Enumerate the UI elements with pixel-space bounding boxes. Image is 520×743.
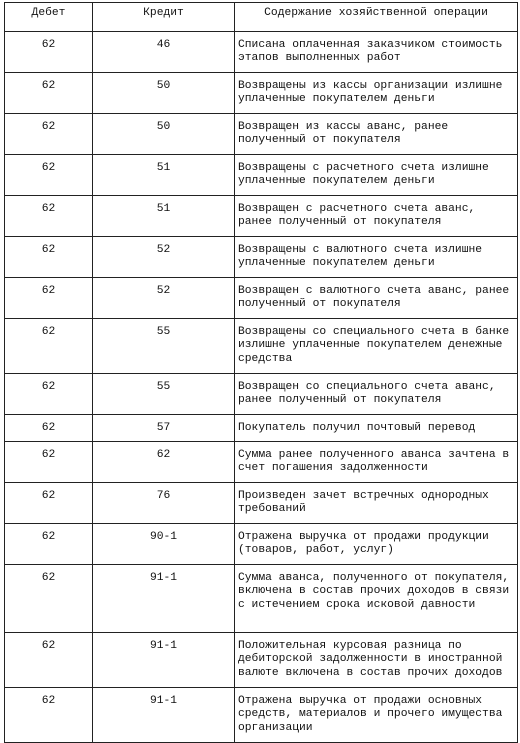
description-cell: Возвращены из кассы организации излишне уплаченные покупателем деньги [235,73,518,114]
debit-cell: 62 [5,633,93,688]
debit-cell: 62 [5,114,93,155]
debit-cell: 62 [5,565,93,633]
debit-cell: 62 [5,237,93,278]
description-cell: Отражена выручка от продажи основных средств, материалов и прочего имущества организации [235,688,518,743]
description-cell: Возвращены с расчетного счета излишне уплаченные покупателем деньги [235,155,518,196]
credit-cell: 57 [93,415,235,442]
debit-cell: 62 [5,196,93,237]
debit-cell: 62 [5,73,93,114]
table-row [5,237,518,278]
credit-cell: 46 [93,32,235,73]
description-cell: Возвращен с расчетного счета аванс, ранее полученный от покупателя [235,196,518,237]
debit-cell: 62 [5,32,93,73]
credit-cell: 52 [93,237,235,278]
table-row [5,374,518,415]
table-row [5,633,518,688]
description-cell: Сумма ранее полученного аванса зачтена в счет погашения задолженности [235,442,518,483]
credit-cell: 91-1 [93,633,235,688]
debit-cell: 62 [5,278,93,319]
table-row [5,319,518,374]
credit-cell: 90-1 [93,524,235,565]
description-cell: Возвращен из кассы аванс, ранее полученный от покупателя [235,114,518,155]
debit-cell: 62 [5,688,93,743]
debit-cell: 62 [5,415,93,442]
credit-cell: 51 [93,155,235,196]
table-row [5,114,518,155]
table-row [5,415,518,442]
description-cell: Возвращены со специального счета в банке излишне уплаченные покупателем денежные средства [235,319,518,374]
credit-cell: 51 [93,196,235,237]
header-debit: Дебет [5,3,93,32]
debit-cell: 62 [5,319,93,374]
header-description: Содержание хозяйственной операции [235,3,518,32]
table-row [5,688,518,743]
credit-cell: 50 [93,114,235,155]
description-cell: Возвращены с валютного счета излишне уплаченные покупателем деньги [235,237,518,278]
table-row [5,442,518,483]
credit-cell: 91-1 [93,688,235,743]
description-cell: Списана оплаченная заказчиком стоимость этапов выполненных работ [235,32,518,73]
credit-cell: 62 [93,442,235,483]
description-cell: Произведен зачет встречных однородных требований [235,483,518,524]
table-row [5,196,518,237]
debit-cell: 62 [5,374,93,415]
debit-cell: 62 [5,483,93,524]
table-header-row [5,3,518,32]
description-cell: Положительная курсовая разница по дебиторской задолженности в иностранной валюте включена в состав прочих доходов [235,633,518,688]
table-row [5,278,518,319]
table-row [5,483,518,524]
table-row [5,565,518,633]
debit-cell: 62 [5,524,93,565]
credit-cell: 52 [93,278,235,319]
table-row [5,32,518,73]
description-cell: Возвращен с валютного счета аванс, ранее полученный от покупателя [235,278,518,319]
credit-cell: 76 [93,483,235,524]
description-cell: Возвращен со специального счета аванс, ранее полученный от покупателя [235,374,518,415]
table-row [5,155,518,196]
description-cell: Отражена выручка от продажи продукции (товаров, работ, услуг) [235,524,518,565]
debit-cell: 62 [5,155,93,196]
table-row [5,524,518,565]
description-cell: Покупатель получил почтовый перевод [235,415,518,442]
credit-cell: 91-1 [93,565,235,633]
debit-cell: 62 [5,442,93,483]
accounting-entries-table [4,2,518,743]
description-cell: Сумма аванса, полученного от покупателя, включена в состав прочих доходов в связи с истечением срока исковой давности [235,565,518,633]
credit-cell: 55 [93,374,235,415]
credit-cell: 50 [93,73,235,114]
header-credit: Кредит [93,3,235,32]
table-row [5,73,518,114]
credit-cell: 55 [93,319,235,374]
